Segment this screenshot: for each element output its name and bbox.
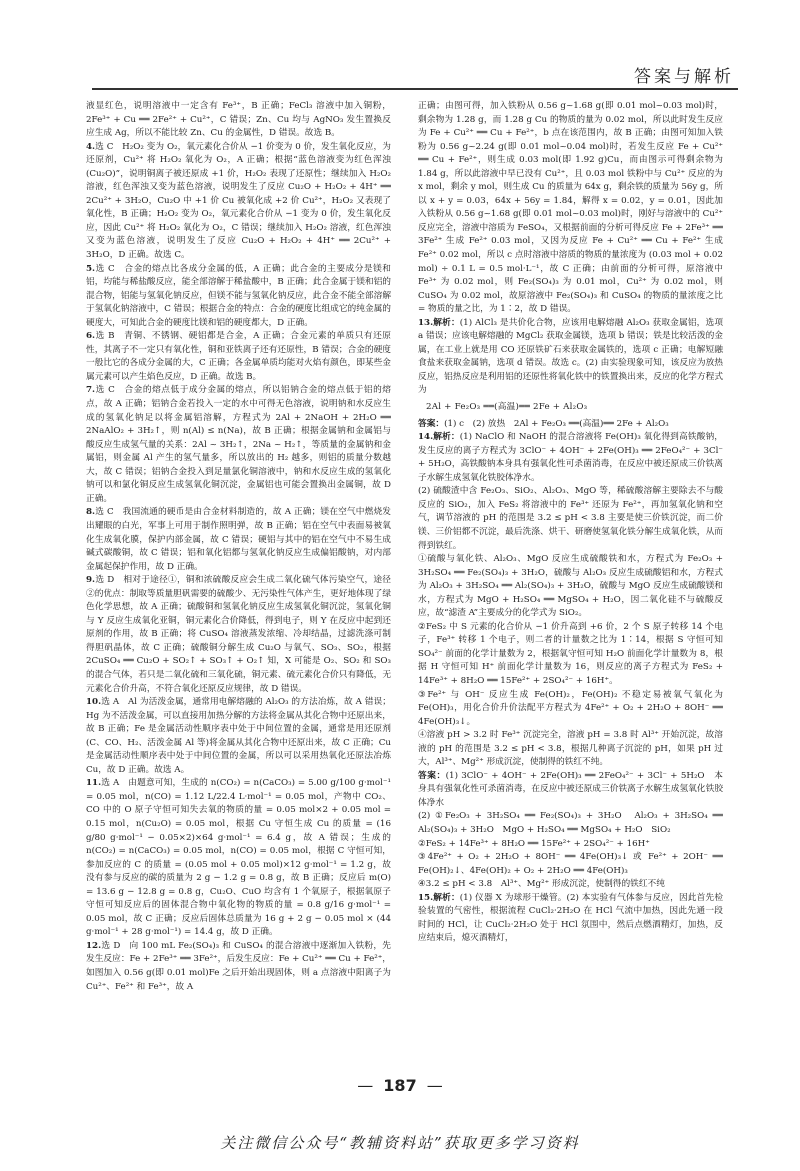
answer-paragraph: [418, 100, 723, 317]
section-label: 解析：: [433, 317, 460, 328]
right-column: [418, 100, 723, 1060]
paragraph-text: 选 D 向 100 mL Fe₂(SO₄)₃ 和 CuSO₄ 的混合溶液中逐渐加入铁粉，先发生反应：Fe + 2Fe³⁺ ══ 3Fe²⁺，后发生反应：Fe + Cu²⁺ ══ Cu + Fe²⁺，如图加入 0.56 g(即 0.01 mol)Fe 之后开始出现固体，则 a 点溶液中阳离子为 Cu²⁺、Fe²⁺ 和 Fe³⁺，故 A: [86, 940, 391, 992]
answer-paragraph: [418, 770, 723, 811]
answer-paragraph: [86, 940, 391, 994]
question-number: 14.: [418, 432, 434, 443]
answer-paragraph: [86, 141, 391, 263]
answer-paragraph: [418, 838, 723, 852]
paragraph-text: (2) ①Fe₂O₃ + 3H₂SO₄ ══ Fe₂(SO₄)₃ + 3H₂O Al₂O₃ + 3H₂SO₄ ══ Al₂(SO₄)₃ + 3H₂O MgO + H₂SO₄ ══ MgSO₄ + H₂O SiO₂: [418, 811, 723, 835]
paragraph-text: 选 C 我国流通的硬币是由合金材料制造的，故 A 正确；镁在空气中燃烧发出耀眼的白光，军事上可用于制作照明弹，故 B 正确；铝在空气中表面易被氧化生成氧化膜，保护内部金属，故 C 错误；硬铝与其中的铝在空气中不易生成碱式碳酸铜，故 C 错误；铝和氧化铝都与氢氧化钠反应生成偏铝酸钠，对内部金属起保护作用，故 D 正确。: [86, 507, 391, 572]
footer-note: 关注微信公众号“教辅资料站”获取更多学习资料: [220, 1134, 580, 1152]
equation-line: [426, 401, 723, 415]
answer-paragraph: [86, 384, 391, 506]
paragraph-text: 选 C H₂O₂ 变为 O₂，氧元素化合价从 −1 价变为 0 价，发生氧化反应，为还原剂，Cu²⁺ 将 H₂O₂ 氧化为 O₂，A 正确；根据“蓝色溶液变为红色浑浊(Cu₂O)”，说明铜离子被还原成 +1 价，H₂O₂ 表现了还原性；继续加入 H₂O₂ 溶液，红色浑浊又变为蓝色溶液，说明发生了反应 Cu₂O + H₂O₂ + 4H⁺ ══ 2Cu²⁺ + 3H₂O，Cu₂O 中 +1 价 Cu 被氧化成 +2 价 Cu²⁺，H₂O₂ 又表现了氧化性，B 正确；H₂O₂ 变为 O₂，氧元素化合价从 −1 变为 0 价，发生氧化反应，因此 Cu²⁺ 将 H₂O₂ 氧化为 O₂，C 错误；继续加入 H₂O₂ 溶液，红色浑浊又变为蓝色溶液，说明发生了反应 Cu₂O + H₂O₂ + 4H⁺ ══ 2Cu²⁺ + 3H₂O，D 正确。故选 C。: [86, 141, 391, 261]
paragraph-text: 2Al + Fe₂O₃ ══(高温)══ 2Fe + Al₂O₃: [426, 402, 588, 413]
left-column: [86, 100, 391, 1060]
header-rule: [92, 88, 738, 90]
paragraph-text: 选 A Al 为活泼金属，通常用电解熔融的 Al₂O₃ 的方法冶炼，故 A 错误；Hg 为不活泼金属，可以直接用加热分解的方法将金属从其化合物中还原出来，故 B 正确；Fe 是金属活动性顺序表中处于中间位置的金属，通常是用还原剂(C、CO、H₂、活泼金属 Al 等)将金属从其化合物中还原出来，故 C 正确；Cu 是金属活动性顺序表中处于中间位置的金属，所以可以采用热氧化还原法冶炼 Cu，故 D 正确。故选 A。: [86, 697, 391, 775]
paragraph-text: 选 A 由题意可知，生成的 n(CO₂) = n(CaCO₃) = 5.00 g/100 g·mol⁻¹ = 0.05 mol，n(CO) = 1.12 L/22.4 L·mol⁻¹ = 0.05 mol，产物中 CO₂、CO 中的 O 原子守恒可知失去氧的物质的量 = 0.05 mol×2 + 0.05 mol = 0.15 mol，n(Cu₂O) = 0.05 mol，根据 Cu 守恒生成 Cu 的质量 = (16 g/80 g·mol⁻¹ − 0.05×2)×64 g·mol⁻¹ = 6.4 g，故 A 错误；生成的 n(CO₂) = n(CaCO₃) = 0.05 mol，n(CO) = 0.05 mol，根据 C 守恒可知，参加反应的 C 的质量 = (0.05 mol + 0.05 mol)×12 g·mol⁻¹ = 1.2 g，故没有参与反应的碳的质量为 2 g − 1.2 g = 0.8 g，故 B 正确；反应后 m(O) = 13.6 g − 12.8 g = 0.8 g，Cu₂O、CuO 均含有 1 个氧原子，根据氧原子守恒可知反应后的固体混合物中氧化物的物质的量 = 0.8 g/16 g·mol⁻¹ = 0.05 mol，故 C 正确；反应后固体总质量为 16 g + 2 g − 0.05 mol × (44 g·mol⁻¹ + 28 g·mol⁻¹) = 14.4 g，故 D 正确。: [86, 778, 391, 938]
section-label: 解析：: [433, 432, 460, 443]
paragraph-text: ④3.2 ≤ pH < 3.8 Al³⁺、Mg²⁺ 形成沉淀，使制得的铁红不纯: [418, 879, 665, 890]
answer-paragraph: [86, 574, 391, 696]
answer-paragraph: [418, 878, 723, 892]
answer-paragraph: [86, 330, 391, 384]
answer-paragraph: [86, 263, 391, 331]
paragraph-text: ③Fe²⁺ 与 OH⁻ 反应生成 Fe(OH)₂，Fe(OH)₂ 不稳定易被氧气氧化为 Fe(OH)₃，用化合价升价法配平方程式为 4Fe²⁺ + O₂ + 2H₂O + 8OH⁻ ══ 4Fe(OH)₃↓。: [418, 689, 723, 727]
question-number: 12.: [86, 940, 102, 951]
answer-paragraph: [418, 851, 723, 878]
page-number: — 187 —: [357, 1076, 443, 1095]
section-label: 答案：: [418, 418, 445, 429]
question-number: 4.: [86, 141, 96, 152]
paragraph-text: 选 B 青铜、不锈钢、硬铝都是合金，A 正确；合金元素的单质只有还原性，其离子不一定只有氧化性，铜和亚铁离子还有还原性，B 错误；合金的硬度一般比它的各成分金属的大，C 正确；各金属单质均能对火焰有颜色，即某些金属元素可以产生焰色反应，D 正确。故选 B。: [86, 331, 391, 382]
section-label: 答案：: [418, 770, 446, 781]
question-number: 11.: [86, 778, 102, 789]
question-number: 5.: [86, 263, 96, 274]
question-number: 9.: [86, 575, 96, 586]
paragraph-text: (2) 硫酸渣中含 Fe₂O₃、SiO₂、Al₂O₃、MgO 等，稀硫酸溶解主要除去不与酸反应的 SiO₂，加入 FeS₂ 将溶液中的 Fe³⁺ 还原为 Fe²⁺，再加氢氧化钠和空气，调节溶液的 pH 的范围是 3.2 ≤ pH < 3.8 主要是使三价铁沉淀，而二价镁、三价铝都不沉淀，最后洗涤、烘干、研磨使氢氧化铁分解生成氧化铁，从而得到铁红。: [418, 486, 723, 551]
answer-paragraph: [418, 553, 723, 621]
answer-paragraph: [418, 317, 723, 398]
paragraph-text: (1) AlCl₃ 是共价化合物，应该用电解熔融 Al₂O₃ 获取金属铝，选项 a 错误；应该电解熔融的 MgCl₂ 获取金属镁，选项 b 错误；铁是比较活泼的金属，在工业上就是用 CO 还原铁矿石来获取金属铁的，选项 c 正确；电解短融食盐来获取金属钠，选项 d 错误。故选 c。(2) 由实验现象可知，该反应为放热反应，铝热反应是利用铝的还原性将氧化铁中的铁置换出来，反应的化学方程式为: [418, 317, 723, 396]
paragraph-text: ②FeS₂ + 14Fe³⁺ + 8H₂O ══ 15Fe²⁺ + 2SO₄²⁻ + 16H⁺: [418, 838, 650, 849]
answer-paragraph: [86, 506, 391, 574]
answer-paragraph: [418, 810, 723, 837]
paragraph-text: 正确；由图可得，加入铁粉从 0.56 g~1.68 g(即 0.01 mol~0.03 mol)时，剩余物为 1.28 g，而 1.28 g Cu 的物质的量为 0.02 mol，所以此时发生反应为 Fe + Cu²⁺ ══ Cu + Fe²⁺，b 点在该范围内，故 B 正确；由图可知加入铁粉为 0.56 g~2.24 g(即 0.01 mol~0.04 mol)时，若发生反应 Fe + Cu²⁺ ══ Cu + Fe²⁺，则生成 0.03 mol(即 1.92 g)Cu，而由图示可得剩余物为 1.84 g，所以此溶液中早已没有 Cu²⁺，且 0.03 mol 铁粉中与 Cu²⁺ 反应的为 x mol，剩余 y mol，则生成 Cu 的质量为 64x g，剩余铁的质量为 56y g，所以 x + y = 0.03，64x + 56y = 1.84，解得 x = 0.02，y = 0.01，因此加入铁粉从 0.56 g~1.68 g(即 0.01 mol~0.03 mol)时，刚好与溶液中的 Cu²⁺ 反应完全，溶液中溶质为 FeSO₄，又根据前面的分析可得反应 Fe + 2Fe³⁺ ══ 3Fe²⁺ 生成 Fe²⁺ 0.03 mol，又因为反应 Fe + Cu²⁺ ══ Cu + Fe²⁺ 生成 Fe²⁺ 0.02 mol，所以 c 点时溶液中溶质的物质的量浓度为 (0.03 mol + 0.02 mol) ÷ 0.1 L = 0.5 mol·L⁻¹，故 C 正确；由前面的分析可得，原溶液中 Fe³⁺ 为 0.02 mol，则 Fe₂(SO₄)₃ 为 0.01 mol，Cu²⁺ 为 0.02 mol，则 CuSO₄ 为 0.02 mol，故原溶液中 Fe₂(SO₄)₃ 和 CuSO₄ 的物质的量浓度之比 = 物质的量之比，为 1∶2，故 D 错误。: [418, 101, 723, 315]
page-header: [0, 0, 800, 98]
paragraph-text: 选 D 相对于途径①，铜和浓硫酸反应会生成二氧化硫气体污染空气，途径②的优点：制取等质量胆矾需要的硫酸少、无污染性气体产生，更好地体现了绿色化学思想，故 A 正确；硫酸铜和氢氧化钠反应生成氢氧化铜沉淀，氢氧化铜与 Y 反应生成氧化亚铜，铜元素化合价降低，得到电子，则 Y 在反应中起到还原剂的作用，故 B 正确；将 CuSO₄ 溶液蒸发浓缩、冷却结晶，过滤洗涤可制得胆矾晶体，故 C 正确；硫酸铜分解生成 Cu₂O 与氧气、SO₃、SO₂，根据 2CuSO₄ ══ Cu₂O + SO₂↑ + SO₃↑ + O₂↑ 知，X 可能是 O₂、SO₂ 和 SO₃ 的混合气体，若只是二氧化硫和三氧化硫，铜元素、硫元素化合价只有降低，无元素化合价升高，不符合氧化还原反应规律，故 D 错误。: [86, 575, 391, 694]
question-number: 15.: [418, 892, 434, 903]
answer-paragraph: [418, 892, 723, 946]
answer-paragraph: [86, 100, 391, 141]
answer-paragraph: [418, 485, 723, 553]
paragraph-text: ①硫酸与氧化铁、Al₂O₃、MgO 反应生成硫酸铁和水，方程式为 Fe₂O₃ + 3H₂SO₄ ══ Fe₂(SO₄)₃ + 3H₂O，硫酸与 Al₂O₃ 反应生成硫酸铝和水，方程式为 Al₂O₃ + 3H₂SO₄ ══ Al₂(SO₄)₃ + 3H₂O，硫酸与 MgO 反应生成硫酸镁和水，方程式为 MgO + H₂SO₄ ══ MgSO₄ + H₂O，因二氧化硅不与硫酸反应，故“滤渣 A”主要成分的化学式为 SiO₂。: [418, 554, 723, 619]
answer-paragraph: [86, 777, 391, 940]
question-number: 8.: [86, 507, 96, 518]
paragraph-text: (1) 3ClO⁻ + 4OH⁻ + 2Fe(OH)₃ ══ 2FeO₄²⁻ + 3Cl⁻ + 5H₂O 本身具有强氧化性可杀菌消毒，在反应中被还原成三价铁离子水解生成氢氧化铁胶体净水: [418, 770, 723, 808]
paragraph-text: (1) c (2) 放热 2Al + Fe₂O₃ ══(高温)══ 2Fe + Al₂O₃: [444, 418, 669, 429]
section-title: 答案与解析: [634, 67, 734, 87]
paragraph-text: ③4Fe²⁺ + O₂ + 2H₂O + 8OH⁻ ══ 4Fe(OH)₃↓ 或 Fe²⁺ + 2OH⁻ ══ Fe(OH)₂↓、4Fe(OH)₂ + O₂ + 2H₂O ══ 4Fe(OH)₃: [418, 852, 723, 876]
paragraph-text: 选 C 合金的熔点比各成分金属的低，A 正确；此合金的主要成分是镁和铝，均能与稀盐酸反应，能全部溶解于稀盐酸中，B 正确；此合金属于镁和铝的混合物，铝能与氢氧化钠反应，但镁不能与氢氧化钠反应，此合金不能全部溶解于氢氧化钠溶液中，C 错误；根据合金的特点：合金的硬度比组成它的纯金属的硬度大，可知此合金的硬度比镁和铝的硬度都大，D 正确。: [86, 263, 391, 328]
paragraph-text: (1) 仪器 X 为球形干燥管。(2) 本实验有气体参与反应，因此首先检验装置的气密性，根据流程 CuCl₂·2H₂O 在 HCl 气流中加热，因此先通一段时间的 HCl，让 CuCl₂·2H₂O 处于 HCl 氛围中，然后点燃酒精灯，加热，反应结束后，熄灭酒精灯，: [418, 892, 723, 944]
question-number: 6.: [86, 331, 96, 342]
section-label: 解析：: [433, 892, 460, 903]
paragraph-text: ④溶液 pH > 3.2 时 Fe³⁺ 沉淀完全，溶液 pH = 3.8 时 Al³⁺ 开始沉淀，故溶液的 pH 的范围是 3.2 ≤ pH < 3.8，根据几种离子沉淀的 pH，如果 pH 过大，Al³⁺、Mg²⁺ 形成沉淀，使制得的铁红不纯。: [418, 730, 723, 768]
answer-paragraph: [418, 621, 723, 689]
question-number: 13.: [418, 317, 434, 328]
answer-paragraph: [86, 696, 391, 777]
paragraph-text: (1) NaClO 和 NaOH 的混合溶液将 Fe(OH)₃ 氧化得到高铁酸钠，发生反应的离子方程式为 3ClO⁻ + 4OH⁻ + 2Fe(OH)₃ ══ 2FeO₄²⁻ + 3Cl⁻ + 5H₂O，高铁酸钠本身具有强氧化性可杀菌消毒，在反应中被还原成三价铁离子水解生成氢氧化铁胶体净水。: [418, 432, 723, 483]
answer-paragraph: [418, 729, 723, 770]
paragraph-text: 选 C 合金的熔点低于成分金属的熔点，所以铝钠合金的熔点低于铝的熔点，故 A 正确；铝钠合金若投入一定的水中可得无色溶液，说明钠和水反应生成的氢氧化钠足以将金属铝溶解，方程式为 2Al + 2NaOH + 2H₂O ══ 2NaAlO₂ + 3H₂↑，则 n(Al) ≤ n(Na)，故 B 正确；根据金属钠和金属铝与酸反应生成氢气量的关系：2Al ~ 3H₂↑，2Na ~ H₂↑，等质量的金属钠和金属铝，则金属 Al 产生的氢气量多，所以放出的 H₂ 越多，则铝的质量分数越大，故 C 错误；铝钠合金投入到足量氯化铜溶液中，钠和水反应生成的氢氧化钠可以和氯化铜反应生成氢氧化铜沉淀，金属铝也可能会置换出金属铜，故 D 正确。: [86, 385, 391, 504]
paragraph-text: 液显红色，说明溶液中一定含有 Fe³⁺，B 正确；FeCl₃ 溶液中加入铜粉，2Fe³⁺ + Cu ══ 2Fe²⁺ + Cu²⁺，C 错误；Zn、Cu 均与 AgNO₃ 发生置换反应生成 Ag，所以不能比较 Zn、Cu 的金属性，D 错误。故选 B。: [86, 101, 391, 139]
answer-paragraph: [418, 431, 723, 485]
page-number-value: 187: [383, 1076, 417, 1095]
paragraph-text: ②FeS₂ 中 S 元素的化合价从 −1 价升高到 +6 价，2 个 S 原子转移 14 个电子，Fe³⁺ 转移 1 个电子，则二者的计量数之比为 1∶14，根据 S 守恒可知 SO₄²⁻ 前面的化学计量数为 2，根据氧守恒可知 H₂O 前面化学计量数为 8，根据 H 守恒可知 H⁺ 前面化学计量数为 16，则反应的离子方程式为 FeS₂ + 14Fe³⁺ + 8H₂O ══ 15Fe²⁺ + 2SO₄²⁻ + 16H⁺。: [418, 621, 723, 686]
answer-paragraph: [418, 418, 723, 432]
question-number: 10.: [86, 697, 102, 708]
answer-paragraph: [418, 689, 723, 730]
question-number: 7.: [86, 385, 96, 396]
